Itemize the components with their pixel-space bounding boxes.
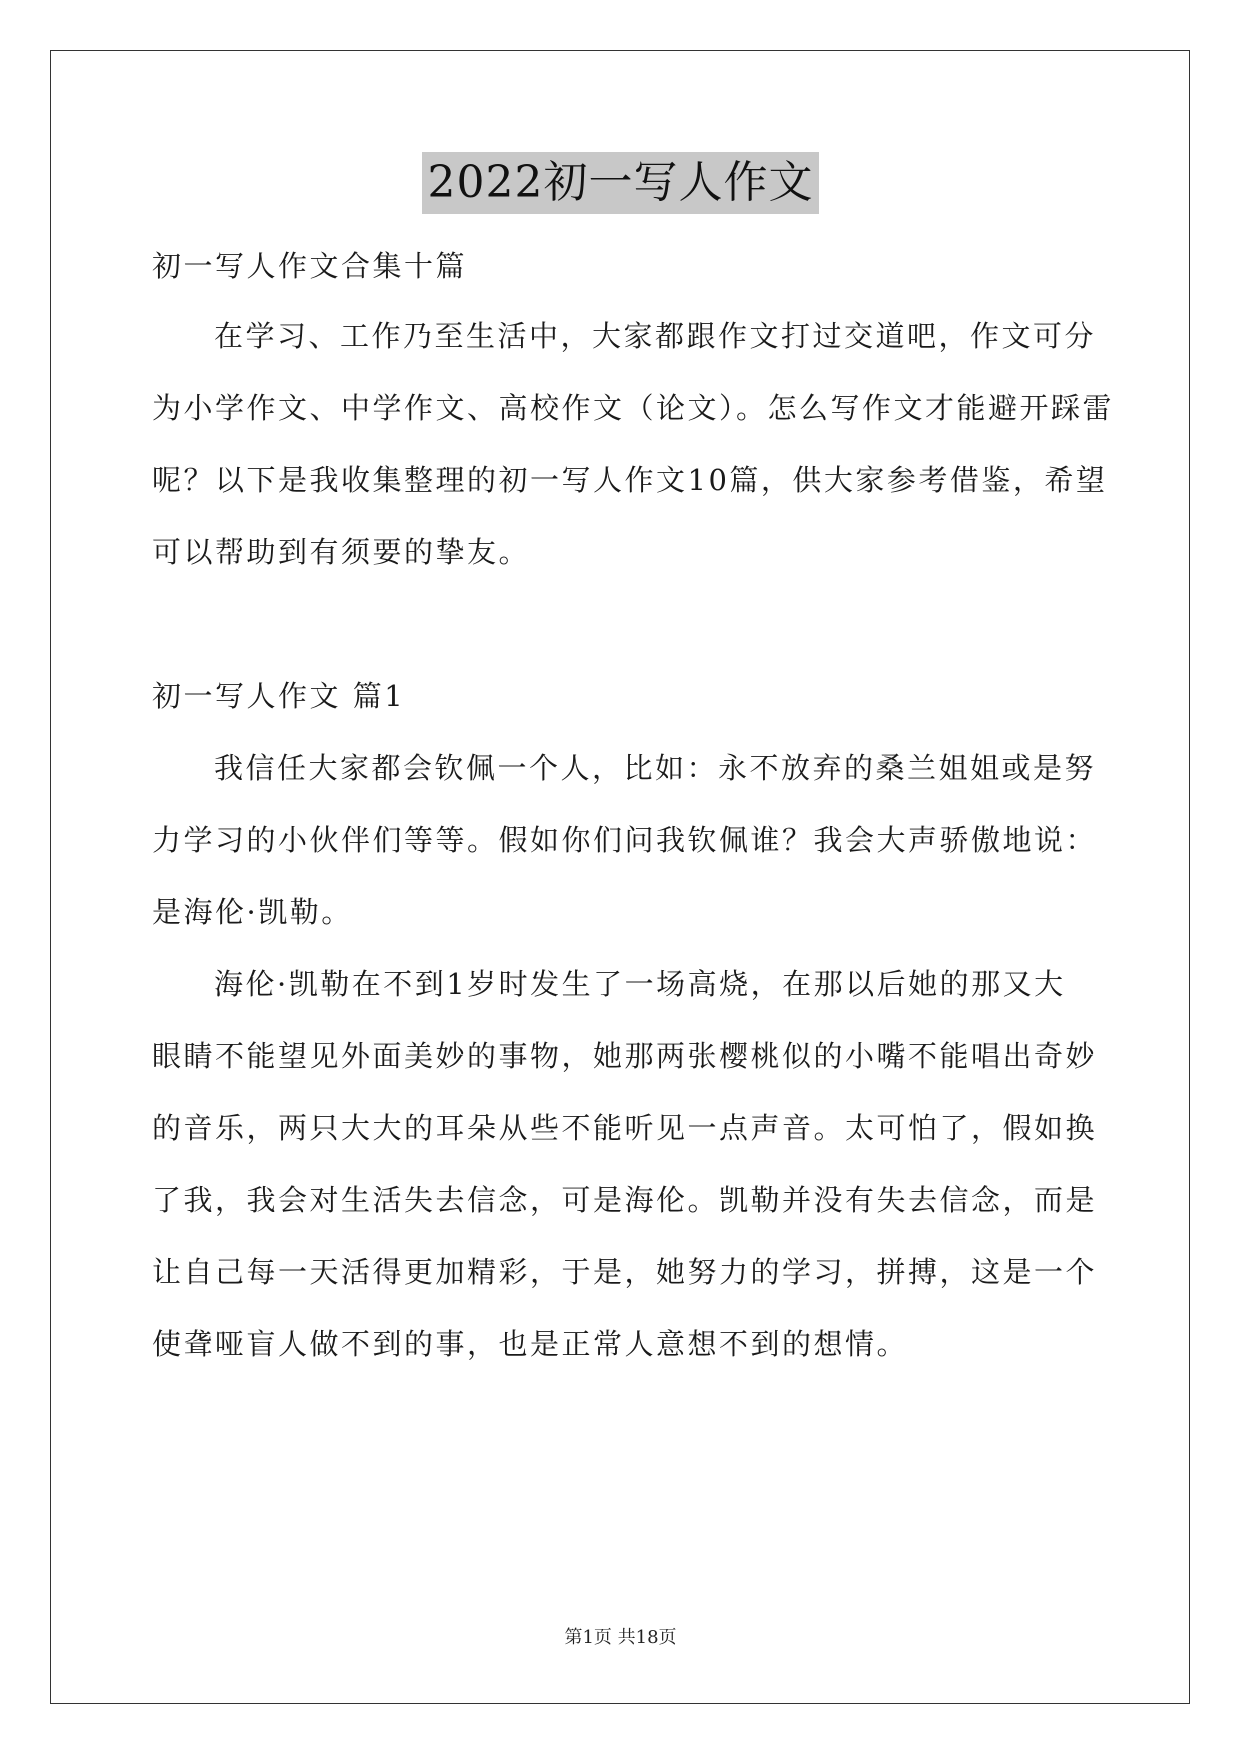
document-subtitle: 初一写人作文合集十篇	[152, 249, 468, 283]
page-border	[50, 50, 1190, 1704]
paragraph-line: 是海伦·凯勒。	[152, 895, 353, 929]
paragraph-line: 海伦·凯勒在不到1岁时发生了一场高烧，在那以后她的那又大	[214, 967, 1066, 1001]
paragraph-line: 的音乐，两只大大的耳朵从些不能听见一点声音。太可怕了，假如换	[152, 1111, 1098, 1145]
section-heading: 初一写人作文 篇1	[152, 679, 406, 713]
intro-line: 呢？以下是我收集整理的初一写人作文10篇，供大家参考借鉴，希望	[152, 463, 1108, 497]
document-title: 2022初一写人作文	[422, 152, 820, 214]
intro-line: 在学习、工作乃至生活中，大家都跟作文打过交道吧，作文可分	[214, 319, 1097, 353]
title-container	[0, 152, 1241, 214]
paragraph-line: 力学习的小伙伴们等等。假如你们问我钦佩谁？我会大声骄傲地说：	[152, 823, 1098, 857]
paragraph-line: 我信任大家都会钦佩一个人，比如：永不放弃的桑兰姐姐或是努	[214, 751, 1097, 785]
paragraph-line: 使聋哑盲人做不到的事，也是正常人意想不到的想情。	[152, 1327, 909, 1361]
page-footer: 第1页 共18页	[564, 1627, 677, 1648]
intro-line: 可以帮助到有须要的挚友。	[152, 535, 531, 569]
paragraph-line: 让自己每一天活得更加精彩，于是，她努力的学习，拼搏，这是一个	[152, 1255, 1098, 1289]
paragraph-line: 了我，我会对生活失去信念，可是海伦。凯勒并没有失去信念，而是	[152, 1183, 1098, 1217]
intro-line: 为小学作文、中学作文、高校作文（论文）。怎么写作文才能避开踩雷	[152, 391, 1115, 425]
paragraph-line: 眼睛不能望见外面美妙的事物，她那两张樱桃似的小嘴不能唱出奇妙	[152, 1039, 1098, 1073]
